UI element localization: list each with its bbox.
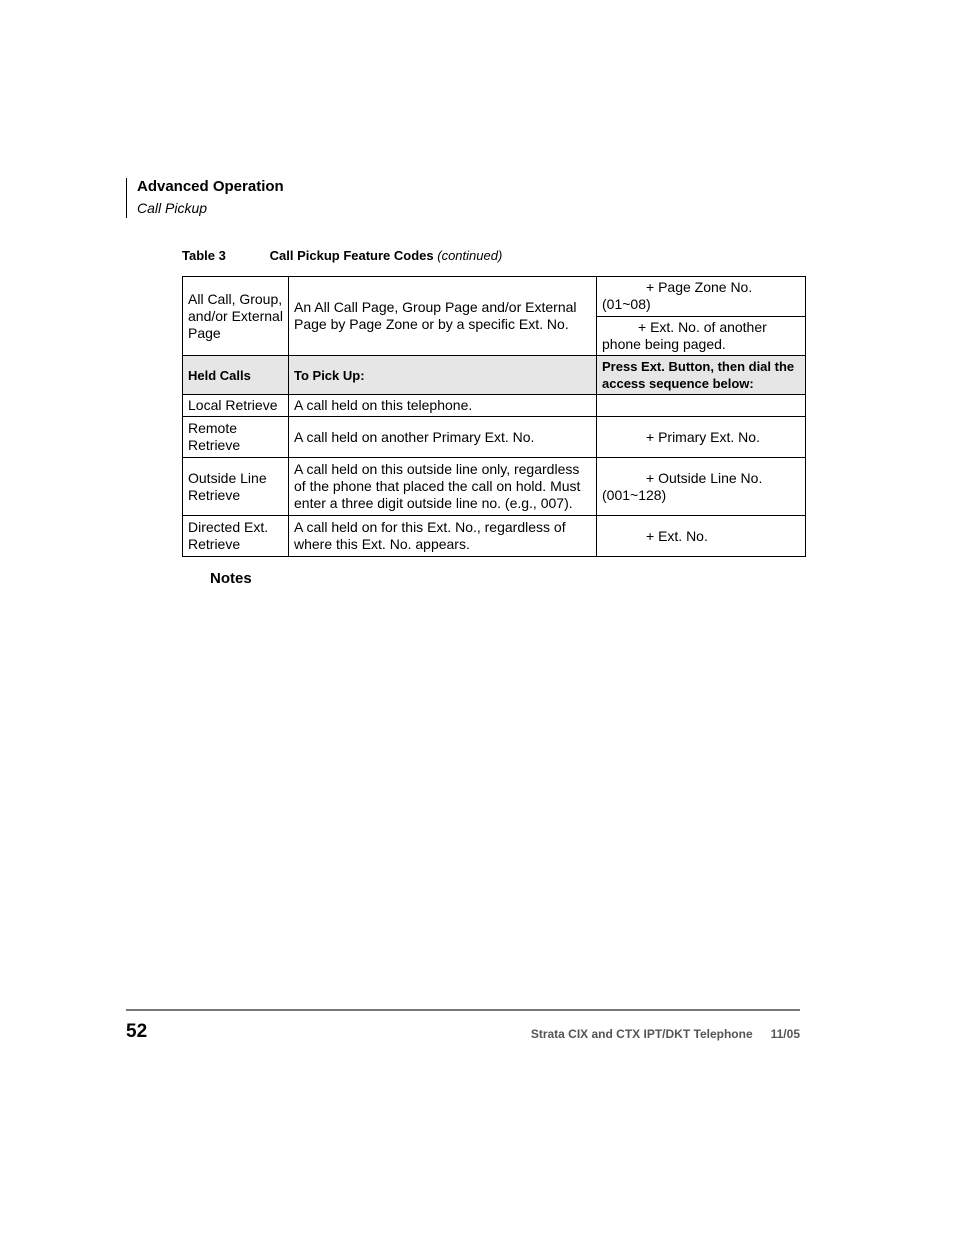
- table-number: Table 3: [182, 248, 226, 263]
- code-range: (01~08): [602, 296, 651, 313]
- code-sequence: + Ext. No.: [646, 527, 708, 544]
- table-cell: [597, 516, 806, 557]
- footer-doc-title: Strata CIX and CTX IPT/DKT Telephone: [530, 1027, 753, 1041]
- footer-date: 11/05: [770, 1027, 800, 1041]
- table-cell: Local Retrieve: [183, 395, 289, 417]
- feature-codes-table: [182, 276, 806, 557]
- table-cell: Remote Retrieve: [183, 417, 289, 458]
- column-header: To Pick Up:: [289, 356, 597, 395]
- code-sequence: + Ext. No. of another: [638, 318, 767, 335]
- table-cell: [597, 277, 806, 317]
- table-cell: A call held on this telephone.: [289, 395, 597, 417]
- table-header-row: [183, 356, 806, 395]
- table-caption: [182, 248, 502, 263]
- table-cell: Directed Ext. Retrieve: [183, 516, 289, 557]
- table-cell: All Call, Group, and/or External Page: [183, 277, 289, 356]
- table-cell: A call held on another Primary Ext. No.: [289, 417, 597, 458]
- table-row: [183, 516, 806, 557]
- column-header: Press Ext. Button, then dial the access sequence below:: [597, 356, 806, 395]
- table-title: Call Pickup Feature Codes: [269, 248, 434, 263]
- code-sequence: + Page Zone No.: [646, 279, 753, 296]
- section-subtitle: Call Pickup: [137, 200, 208, 216]
- footer-divider: [126, 1009, 800, 1011]
- code-range: (001~128): [602, 486, 667, 503]
- table-cell: A call held on for this Ext. No., regardless of where this Ext. No. appears.: [289, 516, 597, 557]
- table-cell: [597, 395, 806, 417]
- table-row: [183, 395, 806, 417]
- table-continued: (continued): [437, 248, 503, 263]
- page-number: 52: [126, 1021, 148, 1042]
- table-cell: [597, 417, 806, 458]
- footer-doc-info: [531, 1027, 800, 1041]
- section-title: Advanced Operation: [137, 178, 284, 195]
- notes-heading: Notes: [210, 570, 252, 587]
- column-header: Held Calls: [183, 356, 289, 395]
- table-cell: An All Call Page, Group Page and/or External Page by Page Zone or by a specific Ext. No.: [289, 277, 597, 356]
- table-cell: Outside Line Retrieve: [183, 458, 289, 516]
- code-detail: phone being paged.: [602, 335, 726, 352]
- code-sequence: + Outside Line No.: [646, 469, 763, 486]
- section-marker-bar: [126, 178, 127, 218]
- table-cell: A call held on this outside line only, regardless of the phone that placed the call on hold. Must enter a three digit outside line no. (e.g., 007).: [289, 458, 597, 516]
- table-row: [183, 277, 806, 317]
- table-cell: [597, 458, 806, 516]
- table-cell: [597, 316, 806, 356]
- table-row: [183, 458, 806, 516]
- code-sequence: + Primary Ext. No.: [646, 428, 760, 445]
- table-row: [183, 417, 806, 458]
